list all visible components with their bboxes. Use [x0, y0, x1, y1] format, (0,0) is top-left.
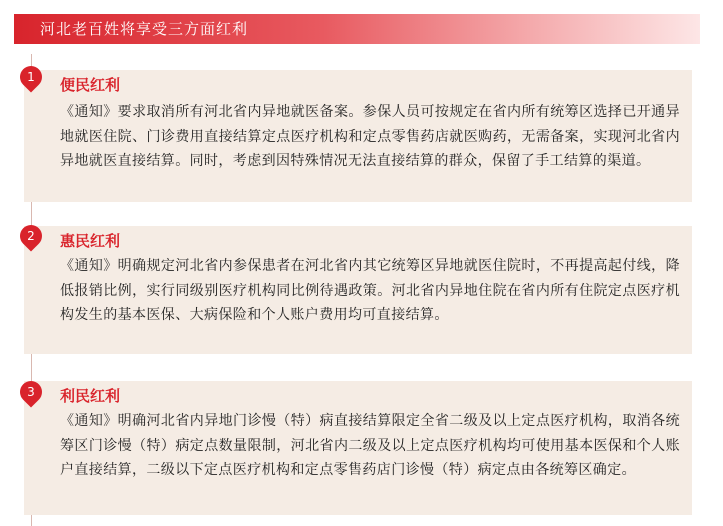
section-card-benefit: [24, 226, 692, 354]
marker-number: 3: [27, 385, 35, 399]
header-bar: [14, 14, 700, 44]
section-body: 《通知》要求取消所有河北省内异地就医备案。参保人员可按规定在省内所有统筹区选择已开通异地就医住院、门诊费用直接结算定点医疗机构和定点零售药店就医购药，无需备案，实现河北省内异地就医直接结算。同时，考虑到因特殊情况无法直接结算的群众，保留了手工结算的渠道。: [60, 104, 680, 169]
section-card-convenience: [24, 70, 692, 202]
number-marker-icon: [15, 376, 46, 407]
page-title: 河北老百姓将享受三方面红利: [40, 20, 249, 38]
number-marker-icon: [15, 61, 46, 92]
section-title: 便民红利: [60, 76, 121, 94]
marker-number: 1: [27, 70, 35, 84]
section-body: 《通知》明确规定河北省内参保患者在河北省内其它统筹区异地就医住院时，不再提高起付线，降低报销比例，实行同级别医疗机构同比例待遇政策。河北省内异地住院在省内所有住院定点医疗机构发生的基本医保、大病保险和个人账户费用均可直接结算。: [60, 258, 680, 323]
section-body: 《通知》明确河北省内异地门诊慢（特）病直接结算限定全省二级及以上定点医疗机构，取消各统筹区门诊慢（特）病定点数量限制，河北省内二级及以上定点医疗机构均可使用基本医保和个人账户直接结算，二级以下定点医疗机构和定点零售药店门诊慢（特）病定点由各统筹区确定。: [60, 413, 680, 478]
section-title: 利民红利: [60, 387, 121, 405]
number-marker-icon: [15, 220, 46, 251]
section-card-welfare: [24, 381, 692, 515]
section-title: 惠民红利: [60, 232, 121, 250]
marker-number: 2: [27, 229, 35, 243]
